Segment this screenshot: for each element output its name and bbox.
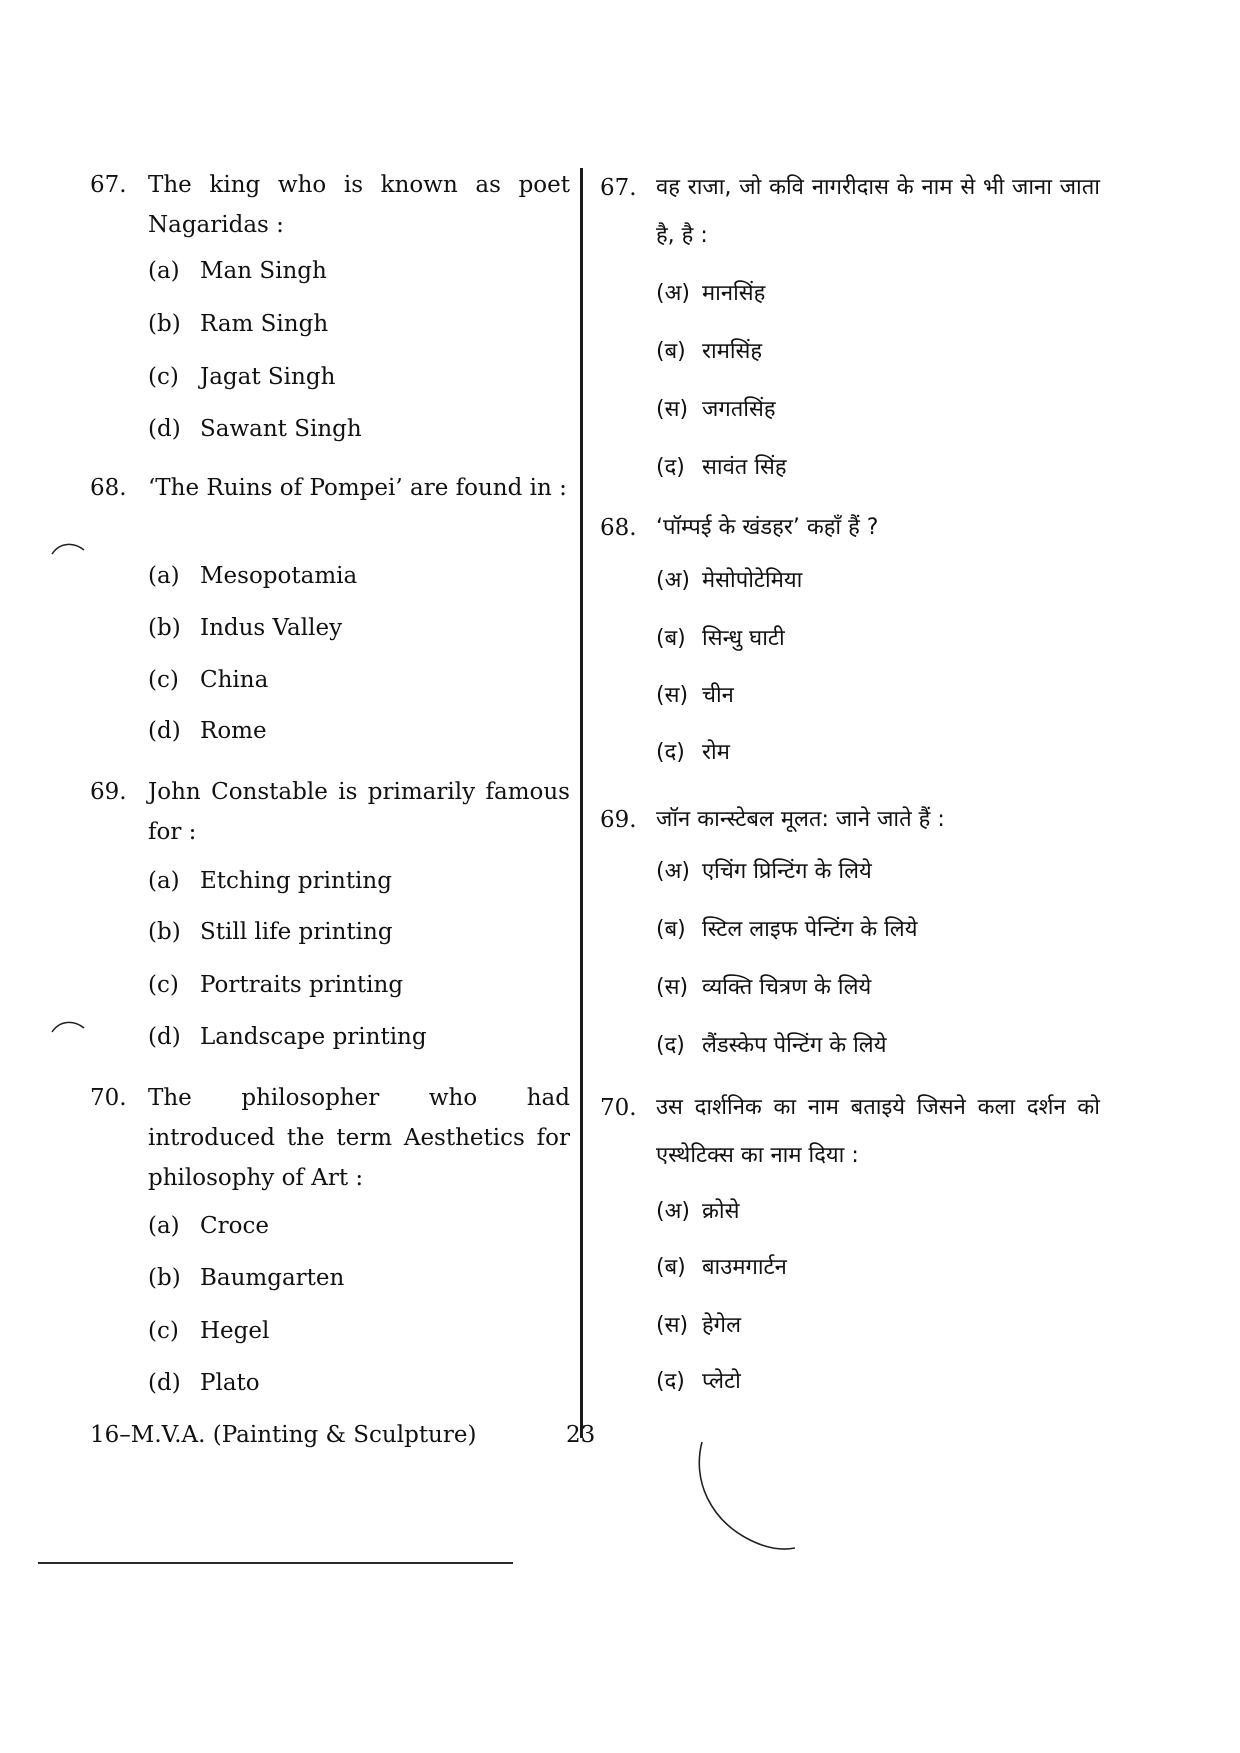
- option-label: (b): [148, 615, 181, 641]
- option-label: (b): [148, 1265, 181, 1291]
- option-label: (d): [148, 1024, 181, 1050]
- option-text: Plato: [200, 1370, 260, 1396]
- option-a: [148, 556, 357, 596]
- option-c: [148, 1311, 269, 1351]
- option-a: [148, 251, 327, 291]
- option-label: (स): [656, 397, 689, 422]
- option-a: [148, 861, 392, 901]
- option-text: Mesopotamia: [200, 563, 358, 589]
- option-label: (स): [656, 1313, 689, 1338]
- option-text: रामसिंह: [702, 339, 763, 364]
- option-label: (c): [148, 1318, 179, 1344]
- option-label: (c): [148, 972, 179, 998]
- question-text: The philosopher who had introduced the term Aesthetics for philosophy of Art :: [148, 1085, 570, 1191]
- paper-code: 16–M.V.A. (Painting & Sculpture): [90, 1422, 477, 1448]
- pen-mark: [690, 1440, 800, 1560]
- option-text: Portraits printing: [200, 972, 404, 998]
- option-d: [148, 711, 267, 751]
- question-69-hi: [600, 796, 1100, 1076]
- option-b: [148, 912, 393, 952]
- question-text: ‘पॉम्पई के खंडहर’ कहाँ हैं ?: [656, 515, 879, 540]
- option-c: [656, 1306, 741, 1346]
- question-number: 68.: [600, 515, 637, 541]
- option-label: (ब): [656, 1255, 686, 1280]
- option-label: (a): [148, 1213, 180, 1239]
- option-d: [148, 1363, 260, 1403]
- option-text: स्टिल लाइफ पेन्टिंग के लिये: [702, 917, 918, 942]
- option-text: जगतसिंह: [702, 397, 776, 422]
- option-text: एचिंग प्रिन्टिंग के लिये: [702, 859, 872, 884]
- option-d: [148, 1017, 427, 1057]
- option-label: (a): [148, 563, 180, 589]
- option-label: (d): [148, 718, 181, 744]
- option-a: [656, 274, 765, 314]
- question-text: वह राजा, जो कवि नागरीदास के नाम से भी जाना जाता है, है :: [656, 175, 1100, 248]
- option-c: [656, 390, 776, 430]
- option-label: (c): [148, 364, 179, 390]
- option-text: मानसिंह: [702, 281, 766, 306]
- option-label: (द): [656, 1033, 685, 1058]
- option-text: चीन: [702, 683, 734, 708]
- pen-mark: [50, 540, 90, 558]
- option-c: [656, 676, 734, 716]
- option-text: सावंत सिंह: [702, 455, 787, 480]
- question-number: 69.: [90, 779, 127, 805]
- question-number: 69.: [600, 807, 637, 833]
- option-c: [148, 660, 268, 700]
- option-b: [656, 332, 762, 372]
- option-label: (ब): [656, 339, 686, 364]
- column-divider: [580, 168, 583, 1438]
- option-label: (d): [148, 416, 181, 442]
- question-number: 70.: [600, 1095, 637, 1121]
- page-number: 23: [566, 1422, 596, 1448]
- option-label: (ब): [656, 626, 686, 651]
- option-text: Baumgarten: [200, 1265, 345, 1291]
- option-text: व्यक्ति चित्रण के लिये: [702, 975, 872, 1000]
- pen-mark: [50, 1018, 90, 1036]
- option-text: मेसोपोटेमिया: [702, 568, 803, 593]
- option-text: Jagat Singh: [200, 364, 336, 390]
- option-a: [656, 561, 802, 601]
- option-text: बाउमगार्टन: [702, 1255, 787, 1280]
- option-b: [148, 608, 342, 648]
- question-67-en: [90, 165, 570, 442]
- option-d: [656, 448, 787, 488]
- question-number: 67.: [90, 172, 127, 198]
- question-67-hi: [600, 164, 1100, 494]
- option-c: [148, 357, 335, 397]
- option-a: [148, 1206, 269, 1246]
- option-text: Indus Valley: [200, 615, 343, 641]
- option-text: सिन्धु घाटी: [702, 626, 785, 651]
- footer-rule: [38, 1562, 513, 1564]
- option-label: (d): [148, 1370, 181, 1396]
- option-d: [148, 409, 362, 449]
- option-d: [656, 1026, 886, 1066]
- option-text: Rome: [200, 718, 267, 744]
- question-number: 67.: [600, 175, 637, 201]
- question-text: John Constable is primarily famous for :: [148, 779, 570, 845]
- option-text: Hegel: [200, 1318, 270, 1344]
- option-label: (b): [148, 311, 181, 337]
- option-d: [656, 733, 730, 773]
- option-b: [148, 304, 328, 344]
- option-text: Still life printing: [200, 919, 393, 945]
- question-69-en: [90, 772, 570, 1050]
- question-text: The king who is known as poet Nagaridas :: [148, 172, 570, 238]
- option-a: [656, 1192, 739, 1232]
- question-68-en: [90, 468, 570, 744]
- option-d: [656, 1362, 741, 1402]
- option-text: रोम: [702, 740, 730, 765]
- option-label: (ब): [656, 917, 686, 942]
- question-text: जॉन कान्स्टेबल मूलत: जाने जाते हैं :: [656, 807, 945, 832]
- option-b: [656, 1248, 787, 1288]
- option-label: (स): [656, 975, 689, 1000]
- option-label: (द): [656, 455, 685, 480]
- option-text: प्लेटो: [702, 1369, 741, 1394]
- option-text: लैंडस्केप पेन्टिंग के लिये: [702, 1033, 887, 1058]
- option-c: [656, 968, 871, 1008]
- option-text: Ram Singh: [200, 311, 329, 337]
- option-label: (अ): [656, 1199, 690, 1224]
- option-label: (अ): [656, 281, 690, 306]
- option-label: (b): [148, 919, 181, 945]
- question-70-en: [90, 1078, 570, 1398]
- option-label: (अ): [656, 568, 690, 593]
- question-number: 70.: [90, 1085, 127, 1111]
- option-text: Sawant Singh: [200, 416, 362, 442]
- question-70-hi: [600, 1084, 1100, 1414]
- question-number: 68.: [90, 475, 127, 501]
- option-text: हेगेल: [702, 1313, 741, 1338]
- option-label: (द): [656, 740, 685, 765]
- option-label: (द): [656, 1369, 685, 1394]
- option-label: (स): [656, 683, 689, 708]
- option-text: क्रोसे: [702, 1199, 740, 1224]
- option-label: (c): [148, 667, 179, 693]
- option-a: [656, 852, 872, 892]
- question-text: ‘The Ruins of Pompei’ are found in :: [148, 475, 567, 501]
- option-text: Man Singh: [200, 258, 327, 284]
- option-b: [656, 619, 785, 659]
- option-b: [148, 1258, 344, 1298]
- option-text: Etching printing: [200, 868, 392, 894]
- option-text: Croce: [200, 1213, 269, 1239]
- option-c: [148, 965, 403, 1005]
- option-label: (a): [148, 258, 180, 284]
- option-text: Landscape printing: [200, 1024, 427, 1050]
- option-label: (अ): [656, 859, 690, 884]
- question-68-hi: [600, 504, 1100, 784]
- option-b: [656, 910, 917, 950]
- option-label: (a): [148, 868, 180, 894]
- option-text: China: [200, 667, 269, 693]
- question-text: उस दार्शनिक का नाम बताइये जिसने कला दर्शन को एस्थेटिक्स का नाम दिया :: [656, 1095, 1100, 1168]
